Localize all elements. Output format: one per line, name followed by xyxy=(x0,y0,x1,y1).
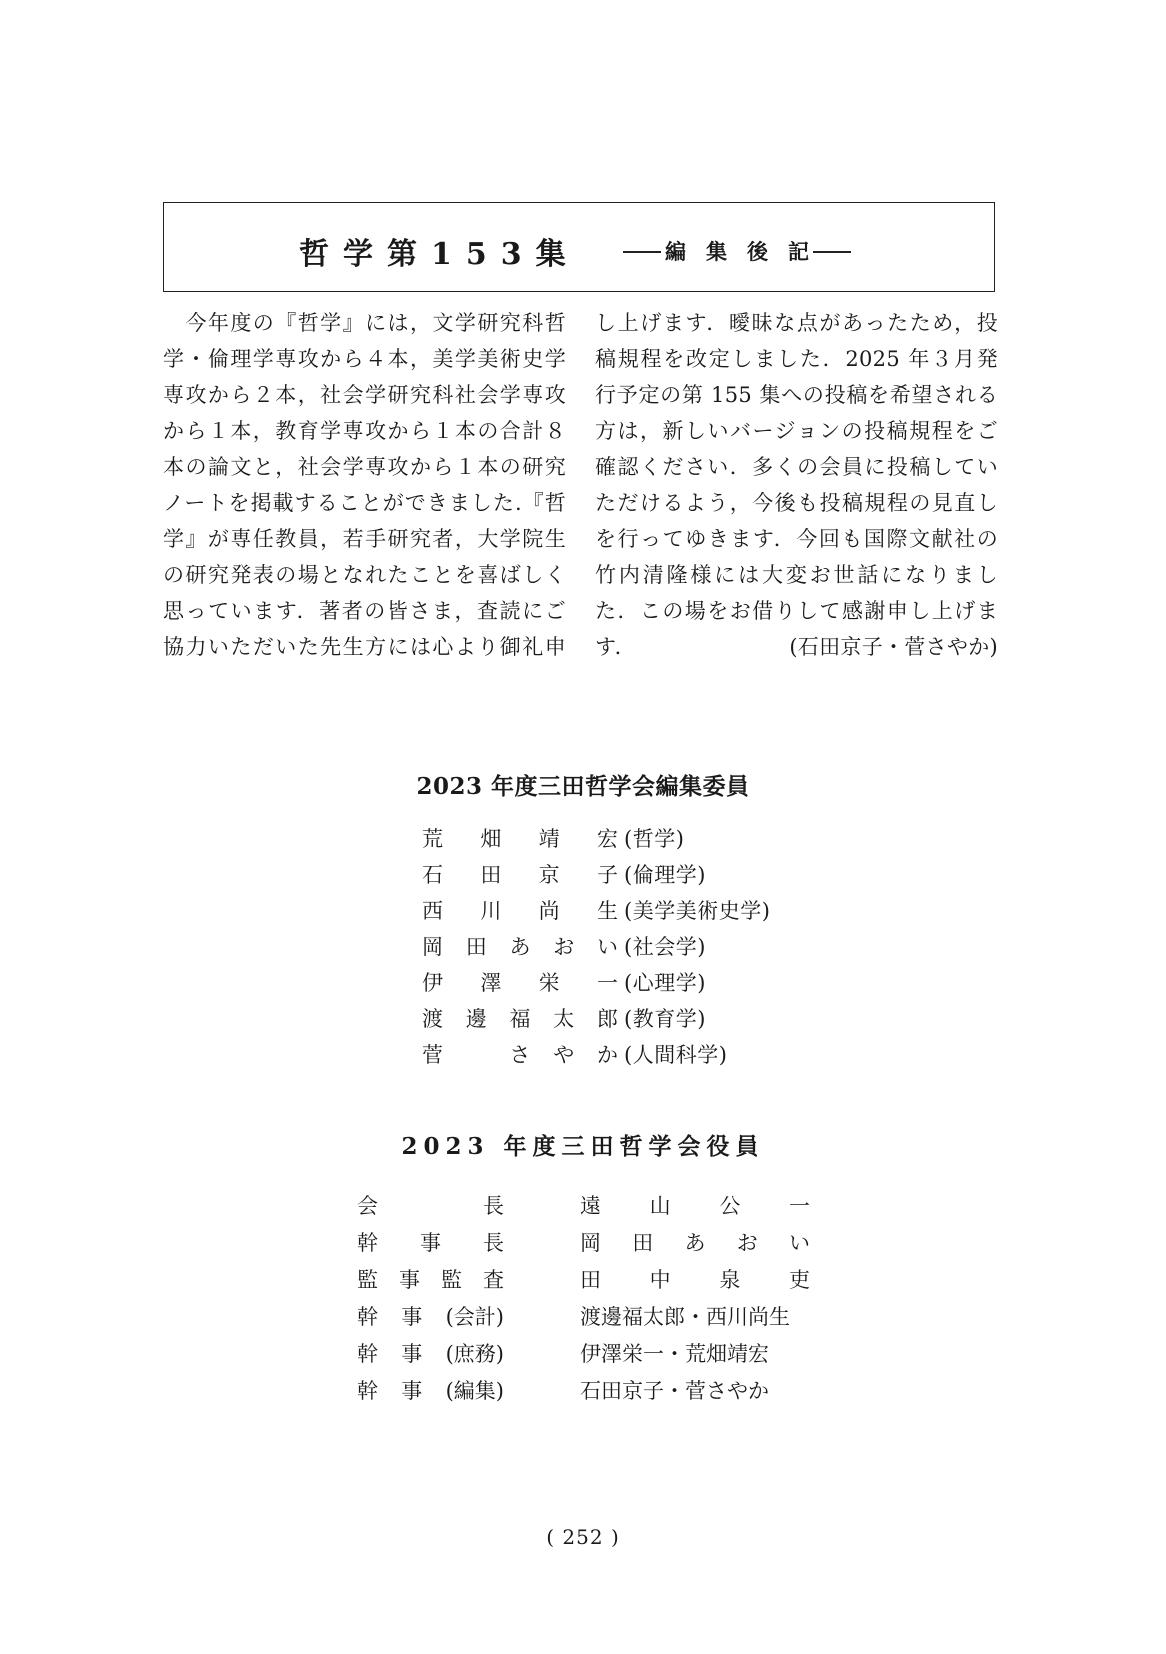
name-char: 京 xyxy=(538,863,560,887)
name-char: 畑 xyxy=(480,827,502,851)
name-part: 田 xyxy=(632,1230,654,1255)
name-part: 田 xyxy=(580,1267,601,1292)
member-name xyxy=(422,823,618,853)
member-name xyxy=(422,931,618,961)
role-part: 会 xyxy=(357,1193,378,1218)
name-char: 生 xyxy=(596,899,618,923)
role-part: 幹 xyxy=(357,1378,378,1403)
officer-row xyxy=(357,1334,810,1371)
postscript-line: た．この場をお借りして感謝申し上げま xyxy=(595,599,998,623)
name-char: あ xyxy=(509,935,531,959)
member-name xyxy=(422,967,618,997)
name-part: 公 xyxy=(719,1193,741,1218)
role-part: 幹 xyxy=(357,1304,378,1329)
name-part: い xyxy=(789,1230,810,1255)
name-char: 伊 xyxy=(422,971,443,995)
member-department: (社会学) xyxy=(624,935,706,959)
role-part: 監 xyxy=(441,1267,462,1292)
role-part: 事 xyxy=(420,1230,441,1255)
role-part: (庶務) xyxy=(445,1341,504,1366)
name-part: 山 xyxy=(649,1193,671,1218)
name-char: 菅 xyxy=(422,1043,443,1067)
name-char: 石 xyxy=(422,863,443,887)
name-part: 渡邊福太郎・西川尚生 xyxy=(580,1304,790,1329)
officers-title: 2023 年度三田哲学会役員 xyxy=(401,1133,765,1160)
officer-role xyxy=(357,1190,504,1220)
officers-list xyxy=(357,1186,810,1408)
signature: (石田京子・菅さやか) xyxy=(789,635,998,659)
postscript-line: から１本，教育学専攻から１本の合計８ xyxy=(163,419,566,443)
name-char: さ xyxy=(509,1043,531,1067)
member-department: (美学美術史学) xyxy=(624,899,771,923)
role-part: (会計) xyxy=(445,1304,504,1329)
officer-name xyxy=(580,1190,810,1220)
page-number: ( 252 ) xyxy=(546,1525,620,1549)
postscript-line: 竹内清隆様には大変お世話になりまし xyxy=(595,563,998,587)
name-char: や xyxy=(553,1043,575,1067)
role-part: 幹 xyxy=(357,1341,378,1366)
committee-title: 2023 年度三田哲学会編集委員 xyxy=(416,773,750,800)
committee-member-row xyxy=(422,1036,770,1072)
postscript-line: 学』が専任教員，若手研究者，大学院生 xyxy=(163,527,566,551)
committee-member-row xyxy=(422,892,770,928)
officer-name xyxy=(580,1338,810,1368)
member-department: (人間科学) xyxy=(624,1043,728,1067)
role-part: 長 xyxy=(483,1230,504,1255)
member-name xyxy=(422,859,618,889)
member-department: (教育学) xyxy=(624,1007,706,1031)
role-part: 幹 xyxy=(357,1230,378,1255)
officer-role xyxy=(357,1301,504,1331)
role-part: 監 xyxy=(357,1267,378,1292)
postscript-final-text: す． xyxy=(595,635,636,659)
postscript-line: 行予定の第 155 集への投稿を希望される xyxy=(595,383,998,407)
header-box xyxy=(163,202,995,292)
officer-row xyxy=(357,1371,810,1408)
name-part: 一 xyxy=(788,1193,810,1218)
role-part: 事 xyxy=(401,1378,423,1403)
member-department: (倫理学) xyxy=(624,863,706,887)
name-char: 一 xyxy=(596,971,618,995)
postscript-line: 学・倫理学専攻から４本，美学美術史学 xyxy=(163,347,566,371)
officer-name xyxy=(580,1301,810,1331)
name-char xyxy=(466,1039,487,1069)
name-part: 遠 xyxy=(580,1193,601,1218)
name-char: 田 xyxy=(465,935,487,959)
role-part: 長 xyxy=(483,1193,504,1218)
name-char: 田 xyxy=(480,863,502,887)
committee-member-row xyxy=(422,1000,770,1036)
committee-member-row xyxy=(422,928,770,964)
member-name xyxy=(422,1039,618,1069)
name-part: 中 xyxy=(649,1267,671,1292)
name-char: 西 xyxy=(422,899,443,923)
name-char: 尚 xyxy=(538,899,560,923)
postscript-line: ノートを掲載することができました.『哲 xyxy=(163,491,566,515)
name-char: 子 xyxy=(596,863,618,887)
postscript-left-column xyxy=(163,305,566,665)
role-part: (編集) xyxy=(445,1378,504,1403)
name-part: あ xyxy=(684,1230,706,1255)
name-part: 吏 xyxy=(788,1267,810,1292)
name-char: 川 xyxy=(480,899,502,923)
committee-list xyxy=(422,820,770,1072)
officer-role xyxy=(357,1227,504,1257)
role-part: 査 xyxy=(483,1267,504,1292)
postscript-line: 専攻から２本，社会学研究科社会学専攻 xyxy=(163,383,566,407)
name-char: 栄 xyxy=(538,971,560,995)
dash-left xyxy=(623,251,661,253)
postscript-line: し上げます．曖昧な点があったため，投 xyxy=(595,311,998,335)
name-char: い xyxy=(597,935,618,959)
postscript-line: 協力いただいた先生方には心より御礼申 xyxy=(163,635,566,659)
section-subtitle xyxy=(619,236,855,266)
postscript-line: 方は，新しいバージョンの投稿規程をご xyxy=(595,419,998,443)
committee-member-row xyxy=(422,820,770,856)
postscript-line: を行ってゆきます．今回も国際文献社の xyxy=(595,527,998,551)
name-part: お xyxy=(736,1230,758,1255)
officer-name xyxy=(580,1264,810,1294)
name-char: 渡 xyxy=(422,1007,443,1031)
officer-name xyxy=(580,1375,810,1405)
committee-member-row xyxy=(422,964,770,1000)
dash-right xyxy=(813,251,851,253)
officer-row xyxy=(357,1260,810,1297)
member-department: (哲学) xyxy=(624,827,685,851)
name-part: 石田京子・菅さやか xyxy=(580,1378,769,1403)
name-part: 伊澤栄一・荒畑靖宏 xyxy=(580,1341,769,1366)
postscript-line: ただけるよう，今後も投稿規程の見直し xyxy=(595,491,998,515)
officer-row xyxy=(357,1297,810,1334)
postscript-line: の研究発表の場となれたことを喜ばしく xyxy=(163,563,566,587)
postscript-line: 稿規程を改定しました．2025 年３月発 xyxy=(595,347,998,371)
committee-member-row xyxy=(422,856,770,892)
name-char: 岡 xyxy=(422,935,443,959)
name-char: お xyxy=(553,935,575,959)
name-char: 福 xyxy=(509,1007,531,1031)
name-char: か xyxy=(597,1043,618,1067)
name-char: 靖 xyxy=(538,827,560,851)
name-part: 泉 xyxy=(719,1267,741,1292)
role-part: 事 xyxy=(401,1341,423,1366)
member-name xyxy=(422,895,618,925)
name-char: 宏 xyxy=(596,827,618,851)
name-part: 岡 xyxy=(580,1230,601,1255)
journal-title: 哲学第153集 xyxy=(299,237,580,272)
role-part: 事 xyxy=(399,1267,420,1292)
postscript-line: 確認ください．多くの会員に投稿してい xyxy=(595,455,998,479)
role-part: 事 xyxy=(401,1304,423,1329)
name-char: 郎 xyxy=(597,1007,618,1031)
officer-row xyxy=(357,1186,810,1223)
officer-role xyxy=(357,1375,504,1405)
postscript-line: 思っています．著者の皆さま，査読にご xyxy=(163,599,566,623)
postscript-line: 今年度の『哲学』には，文学研究科哲 xyxy=(163,311,566,335)
postscript-line: 本の論文と，社会学専攻から１本の研究 xyxy=(163,455,566,479)
name-char: 荒 xyxy=(422,827,443,851)
member-name xyxy=(422,1003,618,1033)
name-char: 邊 xyxy=(465,1007,487,1031)
officer-role xyxy=(357,1338,504,1368)
name-char: 太 xyxy=(553,1007,575,1031)
officer-row xyxy=(357,1223,810,1260)
signature-line xyxy=(595,629,998,665)
postscript-right-column xyxy=(595,305,998,665)
officer-name xyxy=(580,1227,810,1257)
member-department: (心理学) xyxy=(624,971,706,995)
name-char: 澤 xyxy=(480,971,502,995)
subtitle-text: 編集後記 xyxy=(665,239,829,264)
officer-role xyxy=(357,1264,504,1294)
